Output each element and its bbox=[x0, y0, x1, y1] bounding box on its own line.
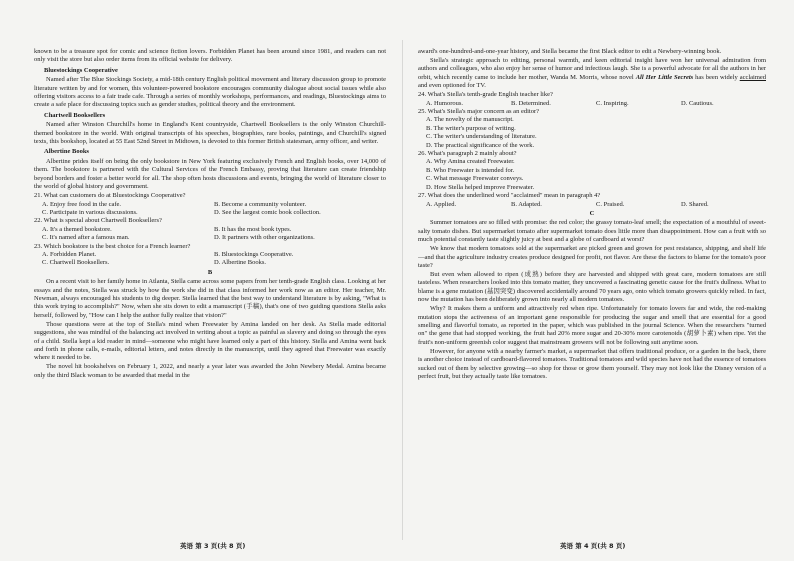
left-page bbox=[34, 0, 386, 561]
option-27b: B. Adapted. bbox=[511, 200, 542, 208]
passage-b-paragraph-2: Those questions were at the top of Stella's mind when Freewater by Amina landed on her desk. As Stella made editorial suggestions, she was mindful of the balancing act involved in writing about a topic as painful as slavery and doing so through the eyes of a child. Stella kept a kid reader in mind—someone who might have learned only a part of this history. Stella and Amina went back and forth in phone calls, e-mails, editorial letters, and notes directly in the manuscript, until they agreed that Freewater was exactly where it needed to be. bbox=[34, 320, 386, 362]
intro-paragraph: known to be a treasure spot for comic and science fiction lovers. Forbidden Planet has been around since 1981, and readers can not only visit the store but also order items from its official website for delivery. bbox=[34, 48, 386, 64]
option-24a: A. Humorous. bbox=[426, 99, 464, 107]
passage-b-paragraph-3: The novel hit bookshelves on February 1, 2022, and nearly a year later was awarded the John Newbery Medal. Amina became only the third Black woman to be awarded that medal in the bbox=[34, 363, 386, 379]
paragraph-4-text-a: Stella's strategic approach to editing, personal warmth, and keen editorial insight have won her universal admiration from authors and colleagues, who also enjoy her sense of humor and infectious laugh. She is a powerful advocate for all the authors in her orbit, which recently came to include her mother, Wanda M. Morris, whose novel bbox=[418, 57, 766, 81]
question-24: 24. What's Stella's tenth-grade English teacher like? bbox=[418, 91, 553, 99]
option-26c: C. What message Freewater conveys. bbox=[426, 175, 524, 183]
option-21b: B. Become a community volunteer. bbox=[214, 200, 307, 208]
chartwell-paragraph: Named after Winston Churchill's home in England's Kent countryside, Chartwell Booksellers is the only Winston Churchill-themed bookstore in the world. With original transcripts of his speeches, biographies, rare books, paintings, and Churchill's signed texts, this bookshop, located at 55 East 52nd Street in Midtown, is devoted to this former British statesman, army officer, and writer. bbox=[34, 121, 386, 146]
albertine-paragraph: Albertine prides itself on being the only bookstore in New York featuring exclusively French and English books, over 14,000 of them. The bookstore is partnered with the Cultural Services of the French Embassy, proving that literature can create friendship beyond borders and foster a better world for all. The shop often hosts discussions and events, bringing the world of literature closer to the world of global history and government. bbox=[34, 157, 386, 191]
question-23: 23. Which bookstore is the best choice for a French learner? bbox=[34, 242, 191, 250]
option-25c: C. The writer's understanding of literature. bbox=[426, 133, 537, 141]
options-23 bbox=[42, 251, 386, 268]
option-27d: D. Shared. bbox=[681, 200, 709, 208]
passage-c-paragraph-2: We know that modern tomatoes sold at the supermarket are picked green and grown for pest resistance, shipping, and shelf life—and that the agriculture industry creates produce designed for profit, not flavor. Are these the factors to blame for the tomato's poor taste? bbox=[418, 245, 766, 269]
passage-c-paragraph-4: Why? It makes them a uniform and attractively red when ripe. Unfortunately for tomato lovers far and wide, the red-making mutation stops the activeness of an important gene responsible for producing the sugar and smell that are essential for a good smelling and flavorful tomato, as reported in the paper, which was published in the journal Science. When the researchers "turned on" the gene that had stopped working, the fruit had 20% more sugar and 20-30% more carotenoids (胡萝卜素) when ripe. Yet the fruit's non-uniform greenish color suggest that mainstream growers will not be following suit anytime soon. bbox=[418, 305, 766, 346]
question-27: 27. What does the underlined word "acclaimed" mean in paragraph 4? bbox=[418, 192, 601, 200]
option-21a: A. Enjoy free food in the cafe. bbox=[42, 200, 122, 208]
option-23d: D. Albertine Books. bbox=[214, 259, 266, 267]
option-22a: A. It's a themed bookstore. bbox=[42, 225, 112, 233]
option-24b: B. Determined. bbox=[511, 99, 551, 107]
passage-b-paragraph-3-continued: award's one-hundred-and-one-year history, and Stella became the first Black editor to edit a Newbery-winning book. bbox=[418, 48, 722, 55]
underlined-word-acclaimed: acclaimed bbox=[739, 73, 766, 81]
option-24d: D. Cautious. bbox=[681, 99, 714, 107]
heading-bluestockings: Bluestockings Cooperative bbox=[44, 66, 118, 74]
novel-title: All Her Little Secrets bbox=[635, 73, 694, 81]
options-27 bbox=[426, 201, 766, 209]
passage-b-paragraph-4 bbox=[418, 57, 766, 91]
question-25: 25. What's Stella's major concern as an editor? bbox=[418, 108, 539, 116]
option-22d: D. It partners with other organizations. bbox=[214, 234, 315, 242]
passage-b-paragraph-1: On a recent visit to her family home in Atlanta, Stella came across some papers from her tenth-grade English class. Looking at her essays and the notes, Stella was struck by how the work she did in that class informed her work now as an editor. Her teacher, Mr. Newman, always encouraged his students to dig deeper. Stella learned that the best way to understand literature is by asking, "What is this work trying to accomplish?" Now, when she sits down to edit a manuscript (手稿), that's one of two guiding questions Stella asks herself, followed by, "How can I help the author fully realize that vision?" bbox=[34, 278, 386, 319]
right-page bbox=[418, 0, 766, 561]
heading-chartwell: Chartwell Booksellers bbox=[44, 111, 106, 119]
option-25b: B. The writer's purpose of writing. bbox=[426, 124, 516, 132]
question-22: 22. What is special about Chartwell Booksellers? bbox=[34, 217, 162, 225]
paragraph-4-text-c: and even optioned for TV. bbox=[418, 82, 486, 90]
option-27a: A. Applied. bbox=[426, 200, 457, 208]
page-divider bbox=[402, 40, 403, 540]
paragraph-4-text-b: has been widely bbox=[695, 73, 738, 81]
options-22 bbox=[42, 226, 386, 243]
option-23b: B. Bluestockings Cooperative. bbox=[214, 250, 294, 258]
option-21c: C. Participate in various discussions. bbox=[42, 208, 138, 216]
left-page-footer: 英语 第 3 页(共 8 页) bbox=[180, 542, 246, 550]
passage-c-paragraph-5: However, for anyone with a nearby farmer's market, a supermarket that offers traditional produce, or a garden in the back, there is another choice instead of cardboard-flavored tomatoes. Traditional tomatoes and wild species have not had the essence of tomatoes sucked out of them by selective growing—so shop for those or grow them yourself. They may not look like the Disney version of a perfect fruit, but they actually taste like tomatoes. bbox=[418, 347, 766, 380]
question-21: 21. What can customers do at Bluestockings Cooperative? bbox=[34, 192, 186, 200]
option-26b: B. Who Freewater is intended for. bbox=[426, 166, 515, 174]
option-23c: C. Chartwell Booksellers. bbox=[42, 259, 110, 267]
option-24c: C. Inspiring. bbox=[596, 99, 629, 107]
section-b-label: B bbox=[207, 268, 213, 276]
option-26d: D. How Stella helped improve Freewater. bbox=[426, 183, 535, 191]
option-21d: D. See the largest comic book collection. bbox=[214, 208, 321, 216]
option-22b: B. It has the most book types. bbox=[214, 225, 292, 233]
option-23a: A. Forbidden Planet. bbox=[42, 250, 97, 258]
heading-albertine: Albertine Books bbox=[44, 148, 89, 156]
bluestockings-paragraph: Named after The Blue Stockings Society, a mid-18th century English political movement and literary discussion group to promote literature written by and for women, this volunteer-powered bookstore encourages community dialogue about social issues while also offering visitors access to a fair trade cafe. Through a series of monthly workshops, performances, and readings, Bluestockings aims to create a safe place for discussing topics such as gender studies, political theory and the environment. bbox=[34, 76, 386, 109]
option-27c: C. Praised. bbox=[596, 200, 625, 208]
options-21 bbox=[42, 201, 386, 218]
passage-c-paragraph-3: But even when allowed to ripen (成熟) before they are harvested and shipped with great care, modern tomatoes are still tasteless. When researchers looked into this tomato matter, they uncovered a fascinating genetic cause for the fruit's dullness. What to blame is a gene mutation (基因突变) discovered accidentally around 70 years ago, onto which tomato growers quickly relied. In fact, now the mutation has been deliberately grown into nearly all modern tomatoes. bbox=[418, 270, 766, 304]
option-25d: D. The practical significance of the work. bbox=[426, 141, 535, 149]
options-24 bbox=[426, 100, 766, 108]
option-22c: C. It's named after a famous man. bbox=[42, 234, 130, 242]
option-25a: A. The novelty of the manuscript. bbox=[426, 116, 514, 124]
passage-c-paragraph-1: Summer tomatoes are so filled with promise: the red color; the grassy tomato-leaf smell; the expectation of a mouthful of sweet-salty tomato dishes. But supermarket tomato after supermarket tomato does little more than disappointment. How can a fruit with so much potential constantly taste slightly juicy at best and a globe of cardboard at worst? bbox=[418, 219, 766, 244]
question-26: 26. What's paragraph 2 mainly about? bbox=[418, 150, 517, 158]
section-c-label: C bbox=[589, 209, 595, 217]
right-page-footer: 英语 第 4 页(共 8 页) bbox=[560, 542, 626, 550]
option-26a: A. Why Amina created Freewater. bbox=[426, 158, 515, 166]
